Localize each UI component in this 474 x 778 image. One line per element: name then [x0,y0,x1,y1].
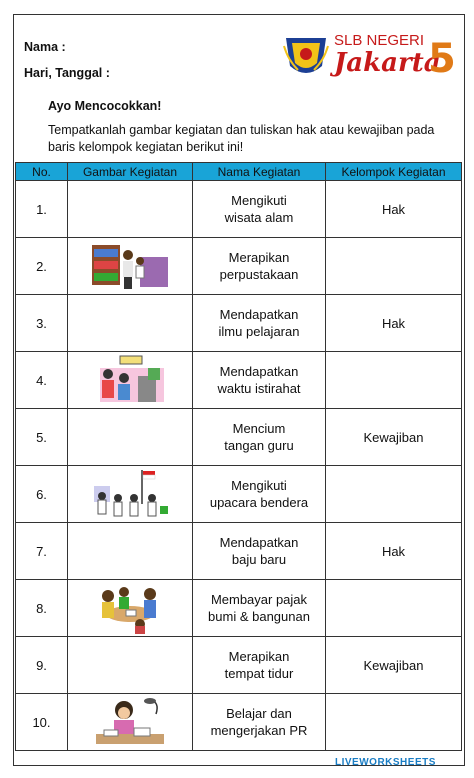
studying-icon[interactable] [68,696,192,748]
flag-ceremony-icon[interactable] [68,468,192,520]
picture-cell[interactable] [68,181,193,238]
canteen-icon[interactable] [68,354,192,406]
activity-group[interactable]: Kewajiban [326,637,462,694]
activity-name: Mendapatkan ilmu pelajaran [193,295,326,352]
table-row [16,352,462,409]
instruction-body: Tempatkanlah gambar kegiatan dan tuliskan hak atau kewajiban pada baris kelompok kegiatan berikut ini! [48,123,435,154]
table-row [16,238,462,295]
activity-table [15,162,462,751]
row-number: 4. [16,352,68,409]
picture-cell[interactable] [68,694,193,751]
picture-cell[interactable] [68,466,193,523]
picture-cell[interactable] [68,580,193,637]
row-number: 1. [16,181,68,238]
activity-group[interactable] [326,466,462,523]
header-no: No. [16,163,68,181]
activity-name: Belajar dan mengerjakan PR [193,694,326,751]
activity-group[interactable]: Kewajiban [326,409,462,466]
row-number: 3. [16,295,68,352]
table-row [16,409,462,466]
header-picture: Gambar Kegiatan [68,163,193,181]
row-number: 6. [16,466,68,523]
row-number: 5. [16,409,68,466]
watermark: LIVEWORKSHEETS [335,757,436,768]
library-icon[interactable] [68,241,192,291]
logo-line1: SLB NEGERI [334,32,425,49]
logo-number: 5 [428,36,456,82]
family-table-icon[interactable] [68,582,192,634]
name-label: Nama : [24,40,66,54]
table-row [16,694,462,751]
table-row [16,466,462,523]
activity-name: Mengikuti upacara bendera [193,466,326,523]
picture-cell[interactable] [68,523,193,580]
instruction-title: Ayo Mencocokkan! [48,99,162,113]
table-row [16,580,462,637]
table-row [16,637,462,694]
activity-group[interactable] [326,694,462,751]
table-row [16,295,462,352]
activity-name: Mengikuti wisata alam [193,181,326,238]
row-number: 9. [16,637,68,694]
row-number: 8. [16,580,68,637]
table-header-row [16,163,462,181]
picture-cell[interactable] [68,352,193,409]
row-number: 7. [16,523,68,580]
table-row [16,181,462,238]
row-number: 10. [16,694,68,751]
activity-group[interactable] [326,580,462,637]
activity-name: Membayar pajak bumi & bangunan [193,580,326,637]
header-group: Kelompok Kegiatan [326,163,462,181]
activity-group[interactable]: Hak [326,181,462,238]
activity-group[interactable]: Hak [326,523,462,580]
activity-name: Mendapatkan baju baru [193,523,326,580]
activity-group[interactable]: Hak [326,295,462,352]
table-row [16,523,462,580]
date-label: Hari, Tanggal : [24,66,110,80]
picture-cell[interactable] [68,637,193,694]
picture-cell[interactable] [68,238,193,295]
crest-icon [282,32,330,82]
logo-line2: Jakarta [334,48,441,78]
activity-group[interactable] [326,238,462,295]
activity-name: Merapikan tempat tidur [193,637,326,694]
activity-group[interactable] [326,352,462,409]
activity-name: Merapikan perpustakaan [193,238,326,295]
activity-name: Mendapatkan waktu istirahat [193,352,326,409]
row-number: 2. [16,238,68,295]
activity-name: Mencium tangan guru [193,409,326,466]
header-activity: Nama Kegiatan [193,163,326,181]
picture-cell[interactable] [68,409,193,466]
picture-cell[interactable] [68,295,193,352]
school-logo [282,30,456,86]
